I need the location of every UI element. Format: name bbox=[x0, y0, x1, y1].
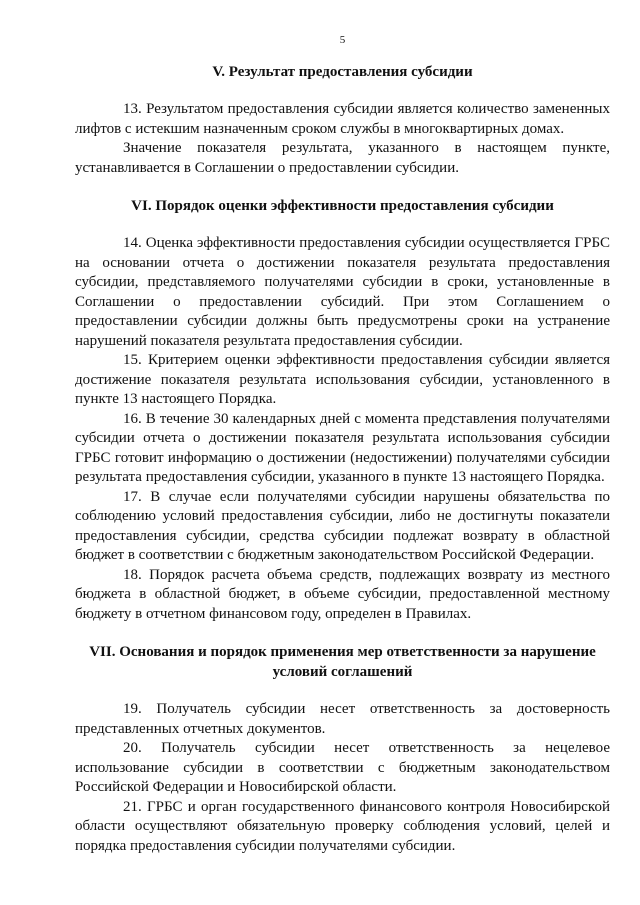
paragraph-18: 18. Порядок расчета объема средств, подлежащих возврату из местного бюджета в областной бюджет, в объеме субсидии, предоставленной местному бюджету в отчетном финансовом году, определен в Правилах. bbox=[75, 566, 610, 622]
paragraph-17: 17. В случае если получателями субсидии нарушены обязательства по соблюдению условий предоставления субсидии, либо не достигнуты показатели предоставления субсидии, средства субсидии подлежат возврату в областной бюджет в соответствии с бюджетным законодательством Российской Федерации. bbox=[75, 488, 610, 563]
paragraph-14: 14. Оценка эффективности предоставления субсидии осуществляется ГРБС на основании отчета о достижении показателя результата предоставления субсидии, представляемого получателями субсидии в сроки, установленные в Соглашении о предоставлении субсидий. При этом Соглашением о предоставлении субсидии должны быть предусмотрены сроки на устранение нарушений показателя результата предоставления субсидии. bbox=[75, 235, 610, 349]
section-5-heading: V. Результат предоставления субсидии bbox=[212, 64, 473, 80]
paragraph-21: 21. ГРБС и орган государственного финансового контроля Новосибирской области осуществляют обязательную проверку соблюдения условий, целей и порядка предоставления субсидии получателями субсидии. bbox=[75, 798, 610, 854]
section-6-heading: VI. Порядок оценки эффективности предоставления субсидии bbox=[131, 198, 554, 214]
page-number: 5 bbox=[339, 34, 346, 46]
paragraph-16: 16. В течение 30 календарных дней с момента представления получателями субсидии отчета о достижении показателя результата использования субсидии ГРБС готовит информацию о достижении (недостижении) получателями субсидии результата предоставления субсидии, указанного в пункте 13 настоящего Порядка. bbox=[75, 410, 610, 485]
paragraph-13: 13. Результатом предоставления субсидии является количество замененных лифтов с истекшим назначенным сроком службы в многоквартирных домах. bbox=[75, 101, 610, 137]
section-7-heading-line1: VII. Основания и порядок применения мер ответственности за нарушение bbox=[89, 644, 596, 660]
paragraph-13-value: Значение показателя результата, указанного в настоящем пункте, устанавливается в Соглашении о предоставлении субсидии. bbox=[75, 140, 610, 176]
paragraph-19: 19. Получатель субсидии несет ответственность за достоверность представленных отчетных документов. bbox=[75, 701, 610, 737]
paragraph-20: 20. Получатель субсидии несет ответственность за нецелевое использование субсидии в соответствии с бюджетным законодательством Российской Федерации и Новосибирской области. bbox=[75, 740, 610, 795]
paragraph-15: 15. Критерием оценки эффективности предоставления субсидии является достижение показателя результата использования субсидии, установленного в пункте 13 настоящего Порядка. bbox=[75, 352, 610, 407]
section-7-heading bbox=[75, 642, 610, 682]
section-7-heading-line2: условий соглашений bbox=[272, 664, 413, 680]
document-page bbox=[75, 33, 610, 856]
